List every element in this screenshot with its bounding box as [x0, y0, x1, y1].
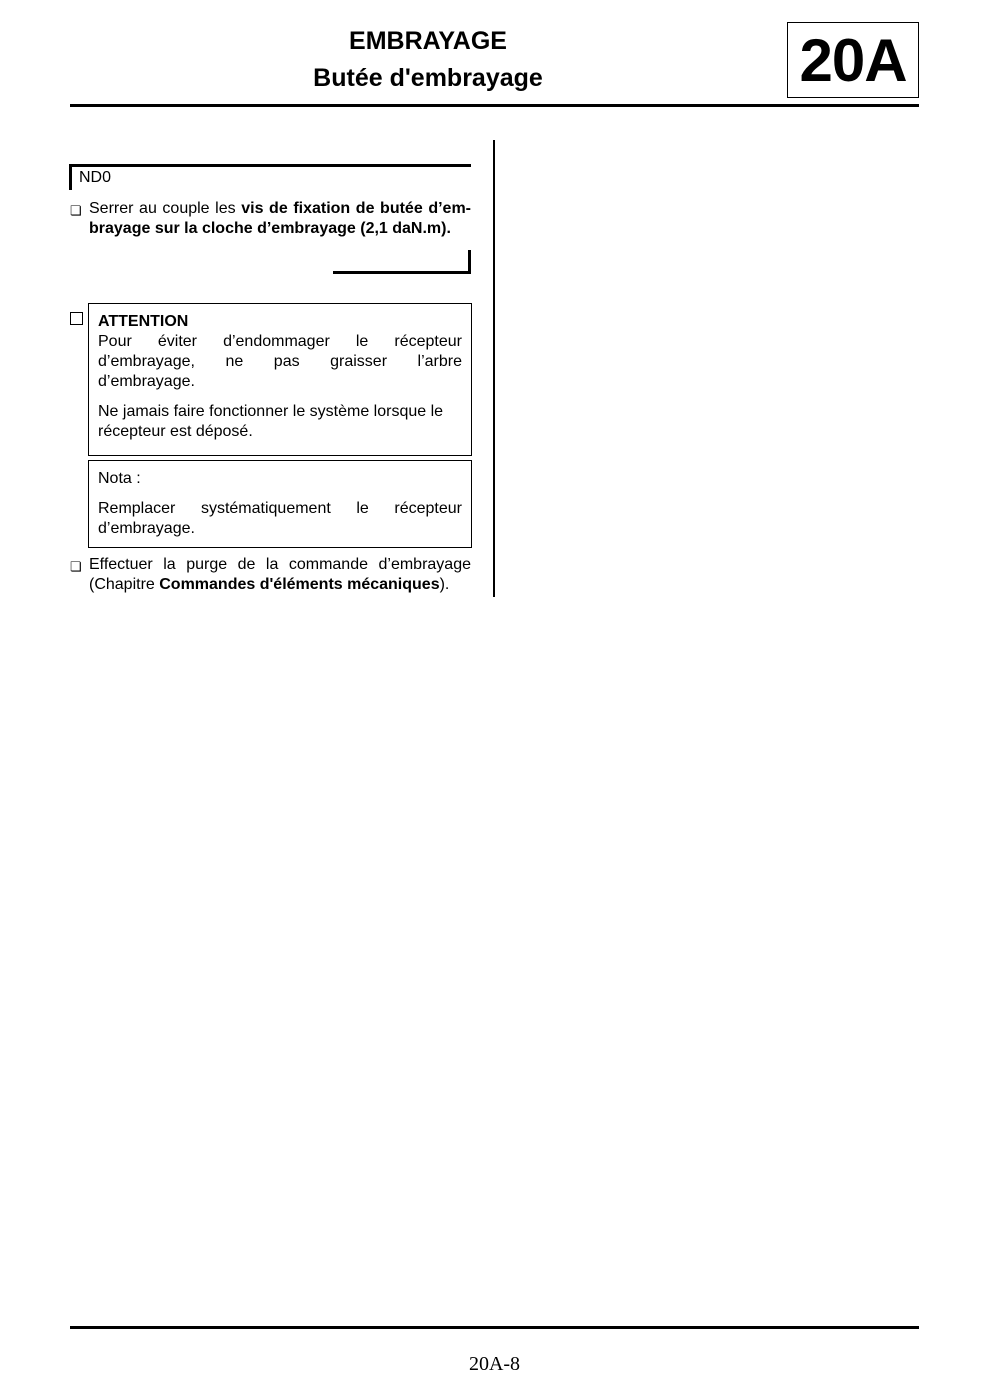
step-text: Effectuer la purge de la commande d’embrayage [89, 556, 471, 573]
page-number: 20A-8 [468, 1353, 521, 1375]
chapter-reference: Commandes d'éléments mécaniques [159, 576, 440, 593]
checkbox-bullet-icon: ❏ [70, 559, 82, 574]
nd-bracket-left [69, 164, 72, 190]
step-text-bold: brayage sur la cloche d’embrayage (2,1 daN.m). [89, 220, 451, 237]
page-title: EMBRAYAGE [349, 27, 507, 55]
attention-text-para: Ne jamais faire fonctionner le système lorsque le récepteur est déposé. [98, 403, 444, 440]
step-text: (Chapitre [89, 576, 160, 593]
nota-heading: Nota : [98, 470, 141, 487]
attention-text-line: d’embrayage. [98, 373, 195, 390]
column-divider [493, 140, 495, 597]
header-rule [70, 104, 919, 107]
step-tighten-screws [89, 199, 471, 239]
checkbox-bullet-icon: ❏ [70, 203, 82, 218]
attention-text-line: d’embrayage, ne pas graisser l’arbre [98, 353, 462, 370]
chapter-code-box: 20A [787, 22, 919, 98]
nota-box [88, 460, 472, 548]
footer-rule [70, 1326, 919, 1329]
square-marker-icon [70, 312, 83, 325]
step-text: ). [439, 576, 450, 593]
nd-bracket-top [69, 164, 471, 167]
step-bleed-clutch [89, 555, 471, 595]
step-text: Serrer au couple les [89, 200, 242, 217]
page-subtitle: Butée d'embrayage [313, 64, 543, 92]
nd-bracket-bottom [333, 271, 471, 274]
nota-text-line: d’embrayage. [98, 520, 195, 537]
nota-text-line: Remplacer systématiquement le récepteur [98, 500, 462, 517]
attention-text-line: Pour éviter d’endommager le récepteur [98, 333, 462, 350]
nd-label: ND0 [79, 169, 112, 186]
step-text-bold: vis de fixation de butée d’em- [241, 200, 471, 217]
attention-heading: ATTENTION [98, 313, 189, 330]
attention-box [88, 303, 472, 456]
